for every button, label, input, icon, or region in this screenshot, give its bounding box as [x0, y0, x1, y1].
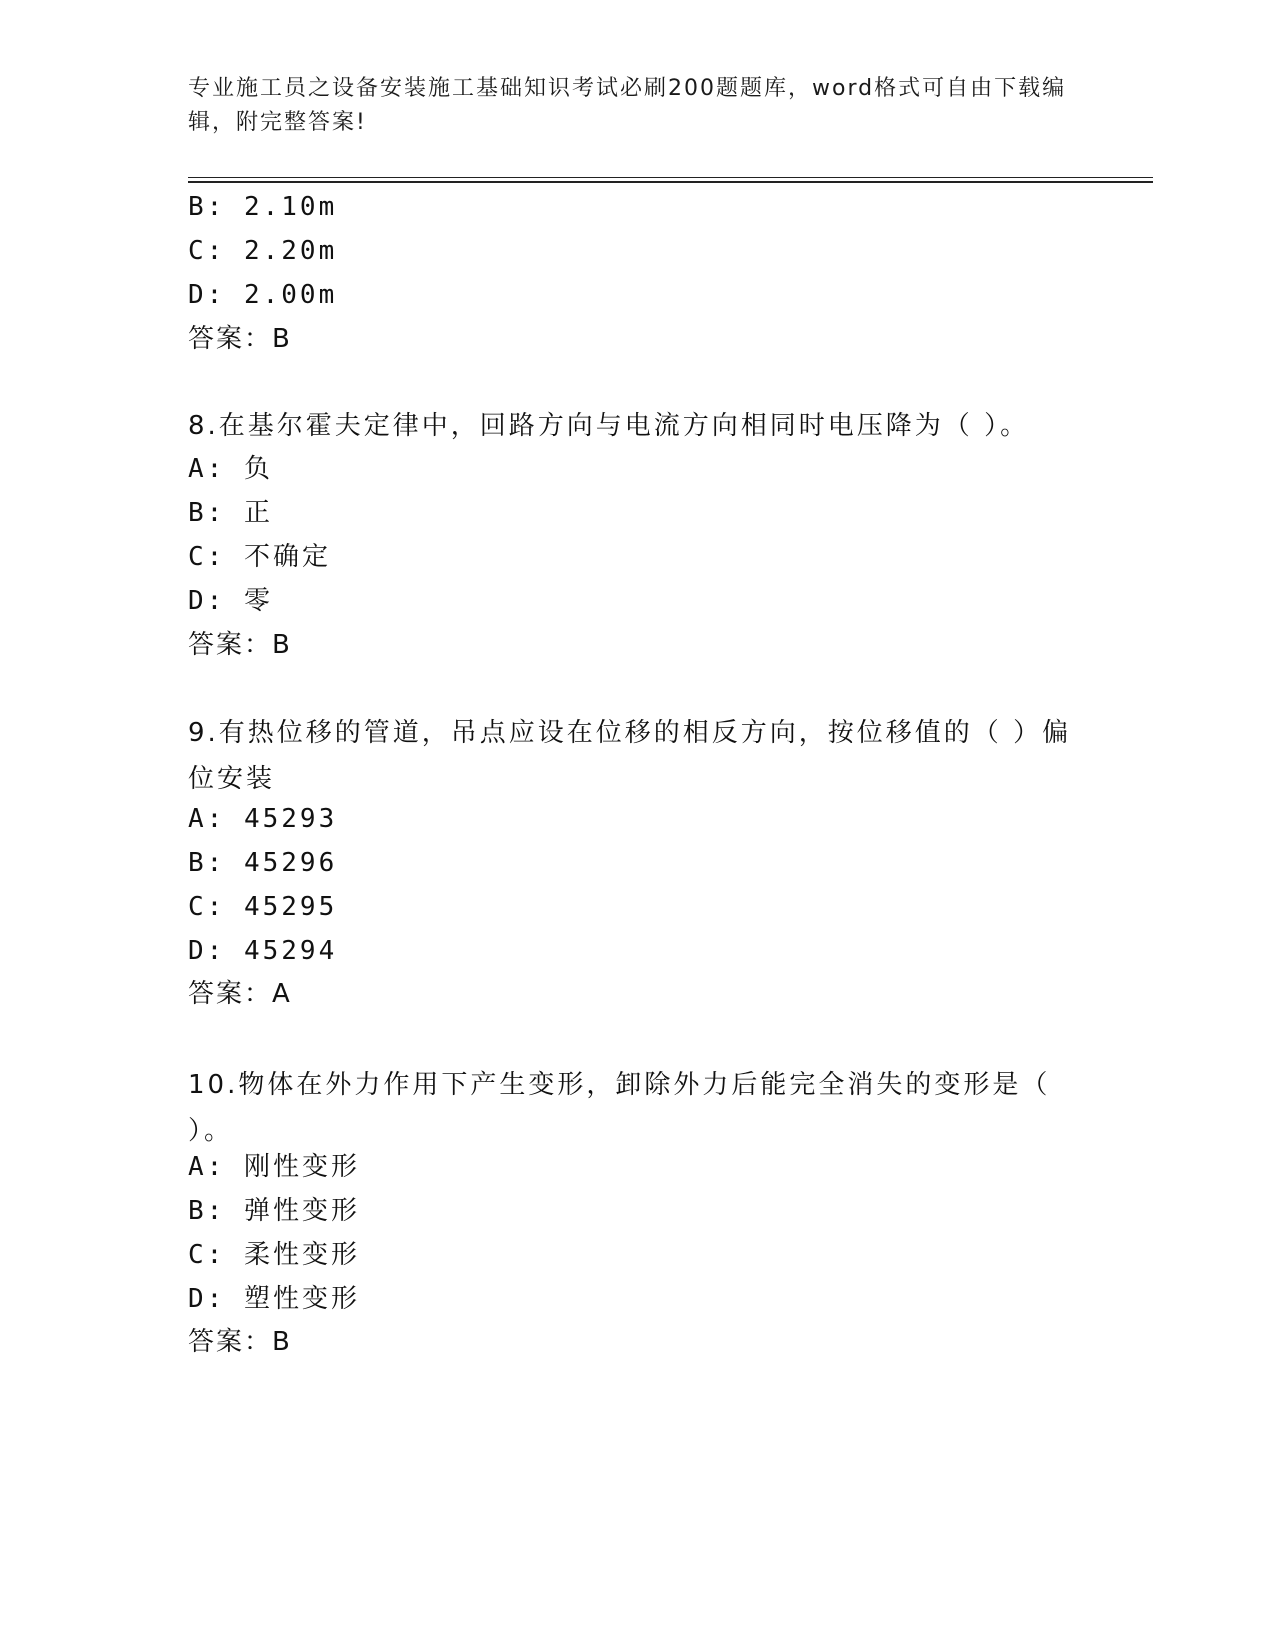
question-10-option-d	[188, 1282, 360, 1316]
question-9-option-d	[188, 934, 337, 968]
prev-option-b	[188, 190, 337, 224]
option-text: 刚性变形	[243, 1152, 360, 1182]
option-text: 45295	[243, 892, 338, 922]
option-label: A:	[188, 454, 226, 484]
option-text: 2.20m	[243, 236, 338, 266]
question-9-option-b	[188, 846, 337, 880]
option-label: B:	[188, 192, 226, 222]
question-10-option-b	[188, 1194, 360, 1228]
question-9-stem: 9.有热位移的管道，吊点应设在位移的相反方向，按位移值的（ ）偏位安装	[188, 718, 1072, 794]
option-label: A:	[188, 1152, 226, 1182]
option-label: D:	[188, 1284, 226, 1314]
header-divider-thin	[188, 177, 1153, 178]
option-text: 零	[243, 586, 273, 616]
option-label: A:	[188, 804, 226, 834]
question-10-option-c	[188, 1238, 360, 1272]
option-text: 负	[243, 454, 273, 484]
question-9-option-c	[188, 890, 337, 924]
option-text: 45293	[243, 804, 338, 834]
option-label: C:	[188, 1240, 226, 1270]
option-label: D:	[188, 936, 226, 966]
option-text: 45294	[243, 936, 338, 966]
option-label: C:	[188, 542, 226, 572]
option-text: 正	[243, 498, 273, 528]
prev-option-d	[188, 278, 337, 312]
question-8-option-a	[188, 452, 273, 486]
question-9-answer: 答案：A	[188, 979, 292, 1009]
option-text: 不确定	[243, 542, 331, 572]
question-10-option-a	[188, 1150, 360, 1184]
option-text: 塑性变形	[243, 1284, 360, 1314]
question-10-stem: 10.物体在外力作用下产生变形，卸除外力后能完全消失的变形是（ ）。	[188, 1070, 1051, 1146]
option-label: D:	[188, 586, 226, 616]
question-8-option-c	[188, 540, 331, 574]
option-text: 弹性变形	[243, 1196, 360, 1226]
option-label: B:	[188, 498, 226, 528]
question-9-option-a	[188, 802, 337, 836]
prev-option-c	[188, 234, 337, 268]
option-text: 45296	[243, 848, 338, 878]
question-10-answer: 答案：B	[188, 1327, 292, 1357]
question-8-stem: 8.在基尔霍夫定律中，回路方向与电流方向相同时电压降为（ ）。	[188, 411, 1030, 441]
option-text: 2.10m	[243, 192, 338, 222]
document-header: 专业施工员之设备安装施工基础知识考试必刷200题题库，word格式可自由下载编辑，附完整答案!	[188, 76, 1067, 135]
question-8-option-b	[188, 496, 273, 530]
option-text: 柔性变形	[243, 1240, 360, 1270]
header-divider-thick	[188, 181, 1153, 183]
question-8-answer: 答案：B	[188, 630, 292, 660]
prev-answer: 答案：B	[188, 324, 292, 354]
option-label: D:	[188, 280, 226, 310]
question-8-option-d	[188, 584, 273, 618]
option-label: C:	[188, 236, 226, 266]
option-label: B:	[188, 848, 226, 878]
option-text: 2.00m	[243, 280, 338, 310]
option-label: C:	[188, 892, 226, 922]
option-label: B:	[188, 1196, 226, 1226]
